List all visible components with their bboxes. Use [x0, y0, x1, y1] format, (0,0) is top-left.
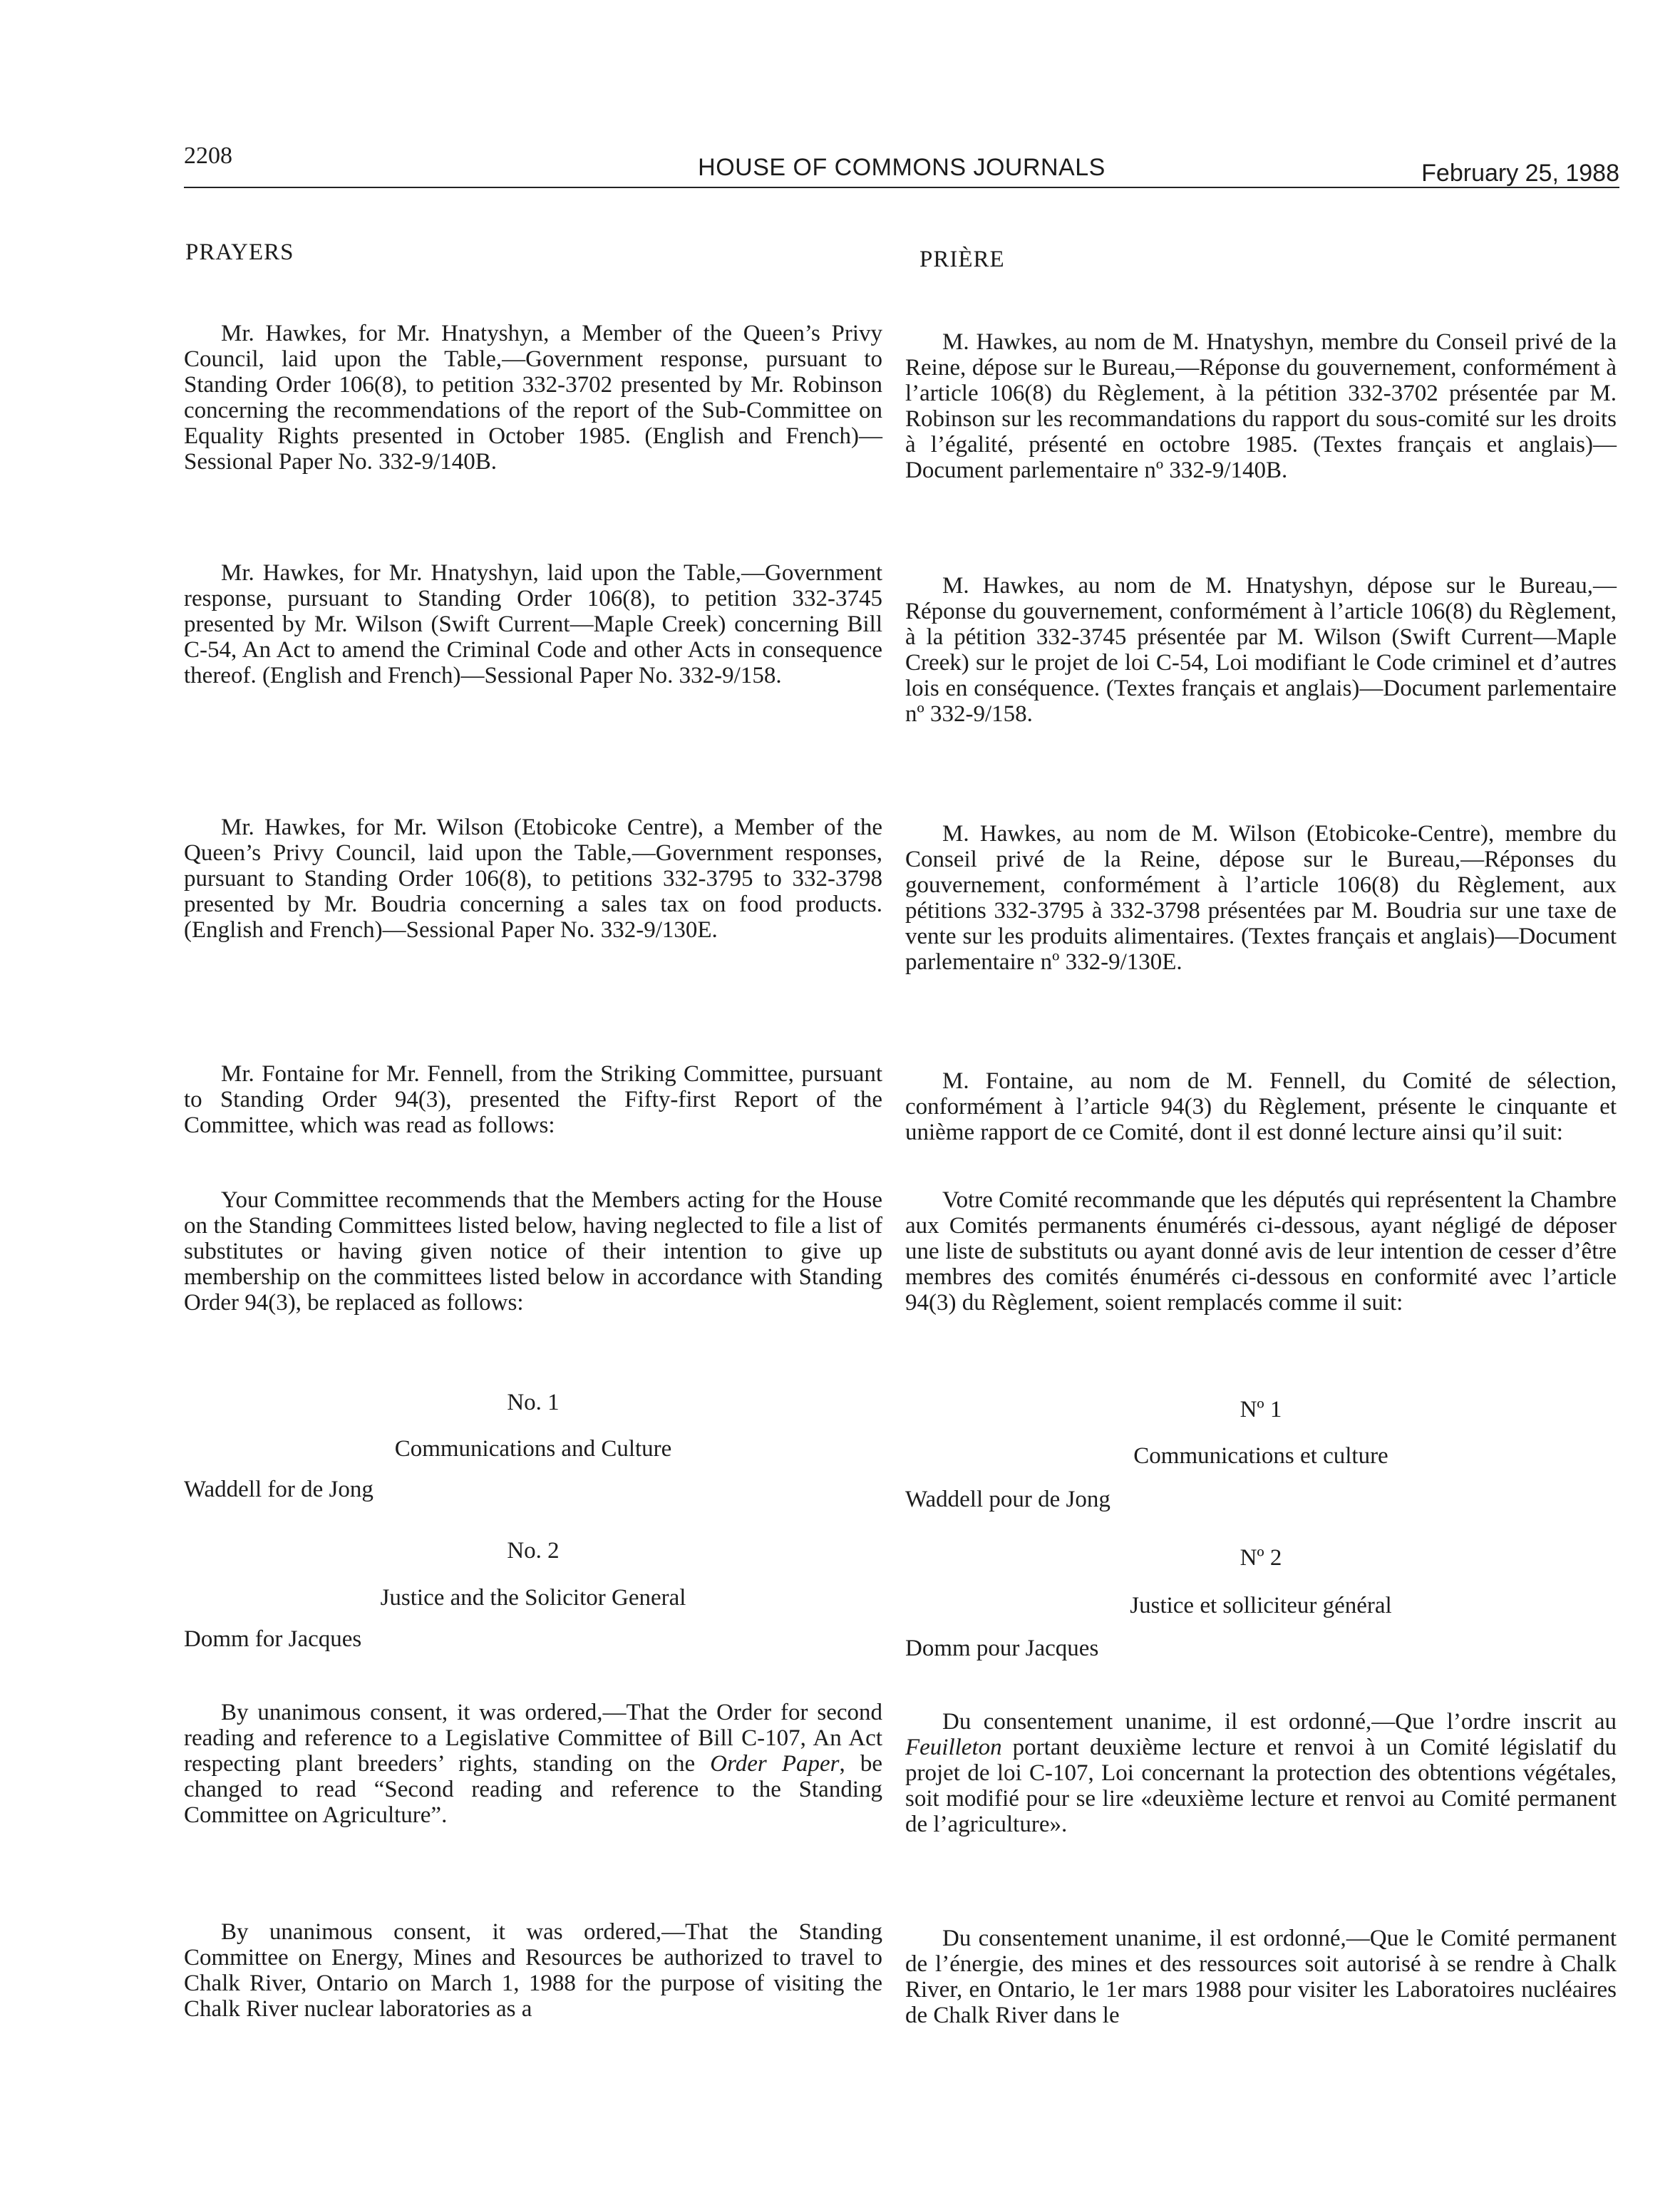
page-header	[184, 143, 1619, 192]
journal-title: HOUSE OF COMMONS JOURNALS	[698, 154, 1106, 181]
paragraph: Votre Comité recommande que les députés qui représentent la Chambre aux Comités permanents énumérés ci-dessous, ayant négligé de déposer une liste de substituts ou ayant donné avis de leur intention de cesser d’être membres des comités énumérés ci-dessous en conformité avec l’article 94(3) du Règlement, soient remplacés comme il suit:	[905, 1187, 1617, 1316]
paragraph: M. Fontaine, au nom de M. Fennell, du Comité de sélection, conformément à l’article 94(3) du Règlement, présente le cinquante et unième rapport de ce Comité, dont il est donné lecture ainsi qu’il suit:	[905, 1068, 1617, 1145]
committee-number: Nº 1	[1240, 1397, 1282, 1422]
paragraph: By unanimous consent, it was ordered,—That the Order for second reading and reference to a Legislative Committee of Bill C-107, An Act respecting plant breeders’ rights, standing on the Order Paper, be changed to read “Second reading and reference to the Standing Committee on Agriculture”.	[184, 1700, 882, 1828]
section-heading: PRIÈRE	[919, 247, 1005, 272]
header-rule	[184, 187, 1619, 188]
committee-title: Communications and Culture	[394, 1436, 672, 1462]
committee-title: Justice et solliciteur général	[1130, 1593, 1392, 1618]
committee-number: Nº 2	[1240, 1545, 1282, 1571]
substitution: Domm pour Jacques	[905, 1636, 1099, 1661]
paragraph: Your Committee recommends that the Members acting for the House on the Standing Committees listed below, having neglected to file a list of substitutes or having given notice of their intention to give up membership on the committees listed below in accordance with Standing Order 94(3), be replaced as follows:	[184, 1187, 882, 1316]
section-heading: PRAYERS	[185, 239, 294, 265]
substitution: Domm for Jacques	[184, 1626, 362, 1652]
substitution: Waddell for de Jong	[184, 1477, 373, 1502]
paragraph: Mr. Hawkes, for Mr. Wilson (Etobicoke Centre), a Member of the Queen’s Privy Council, laid upon the Table,—Government responses, pursuant to Standing Order 106(8), to petitions 332-3795 to 332-3798 presented by Mr. Boudria concerning a sales tax on food products. (English and French)—Sessional Paper No. 332-9/130E.	[184, 815, 882, 943]
paragraph: Du consentement unanime, il est ordonné,—Que le Comité permanent de l’énergie, des mines et des ressources soit autorisé à se rendre à Chalk River, en Ontario, le 1er mars 1988 pour visiter les Laboratoires nucléaires de Chalk River dans le	[905, 1926, 1617, 2028]
journal-date: February 25, 1988	[1421, 160, 1619, 187]
committee-number: No. 2	[507, 1538, 560, 1564]
paragraph: M. Hawkes, au nom de M. Wilson (Etobicoke-Centre), membre du Conseil privé de la Reine, dépose sur le Bureau,—Réponses du gouvernement, conformément à l’article 106(8) du Règlement, aux pétitions 332-3795 à 332-3798 présentées par M. Boudria sur une taxe de vente sur les produits alimentaires. (Textes français et anglais)—Document parlementaire nº 332-9/130E.	[905, 821, 1617, 975]
committee-number: No. 1	[507, 1390, 560, 1415]
committee-title: Justice and the Solicitor General	[380, 1585, 686, 1611]
page-number: 2208	[184, 143, 232, 169]
committee-title: Communications et culture	[1133, 1443, 1388, 1469]
paragraph: Mr. Hawkes, for Mr. Hnatyshyn, a Member of the Queen’s Privy Council, laid upon the Table,—Government response, pursuant to Standing Order 106(8), to petition 332-3702 presented by Mr. Robinson concerning the recommendations of the report of the Sub-Committee on Equality Rights presented in October 1985. (English and French)—Sessional Paper No. 332-9/140B.	[184, 321, 882, 475]
substitution: Waddell pour de Jong	[905, 1487, 1110, 1512]
paragraph: M. Hawkes, au nom de M. Hnatyshyn, dépose sur le Bureau,—Réponse du gouvernement, conformément à l’article 106(8) du Règlement, à la pétition 332-3745 présentée par M. Wilson (Swift Current—Maple Creek) sur le projet de loi C-54, Loi modifiant le Code criminel et d’autres lois en conséquence. (Textes français et anglais)—Document parlementaire nº 332-9/158.	[905, 573, 1617, 727]
paragraph: Mr. Hawkes, for Mr. Hnatyshyn, laid upon the Table,—Government response, pursuant to Standing Order 106(8), to petition 332-3745 presented by Mr. Wilson (Swift Current—Maple Creek) concerning Bill C-54, An Act to amend the Criminal Code and other Acts in consequence thereof. (English and French)—Sessional Paper No. 332-9/158.	[184, 560, 882, 688]
paragraph: By unanimous consent, it was ordered,—That the Standing Committee on Energy, Mines and Resources be authorized to travel to Chalk River, Ontario on March 1, 1988 for the purpose of visiting the Chalk River nuclear laboratories as a	[184, 1919, 882, 2022]
paragraph: Du consentement unanime, il est ordonné,—Que l’ordre inscrit au Feuilleton portant deuxième lecture et renvoi à un Comité législatif du projet de loi C-107, Loi concernant la protection des obtentions végétales, soit modifié pour se lire «deuxième lecture et renvoi au Comité permanent de l’agriculture».	[905, 1709, 1617, 1837]
paragraph: Mr. Fontaine for Mr. Fennell, from the Striking Committee, pursuant to Standing Order 94(3), presented the Fifty-first Report of the Committee, which was read as follows:	[184, 1061, 882, 1138]
paragraph: M. Hawkes, au nom de M. Hnatyshyn, membre du Conseil privé de la Reine, dépose sur le Bureau,—Réponse du gouvernement, conformément à l’article 106(8) du Règlement, à la pétition 332-3702 présentée par M. Robinson sur les recommandations du rapport du sous-comité sur les droits à l’égalité, présenté en octobre 1985. (Textes français et anglais)—Document parlementaire nº 332-9/140B.	[905, 329, 1617, 483]
